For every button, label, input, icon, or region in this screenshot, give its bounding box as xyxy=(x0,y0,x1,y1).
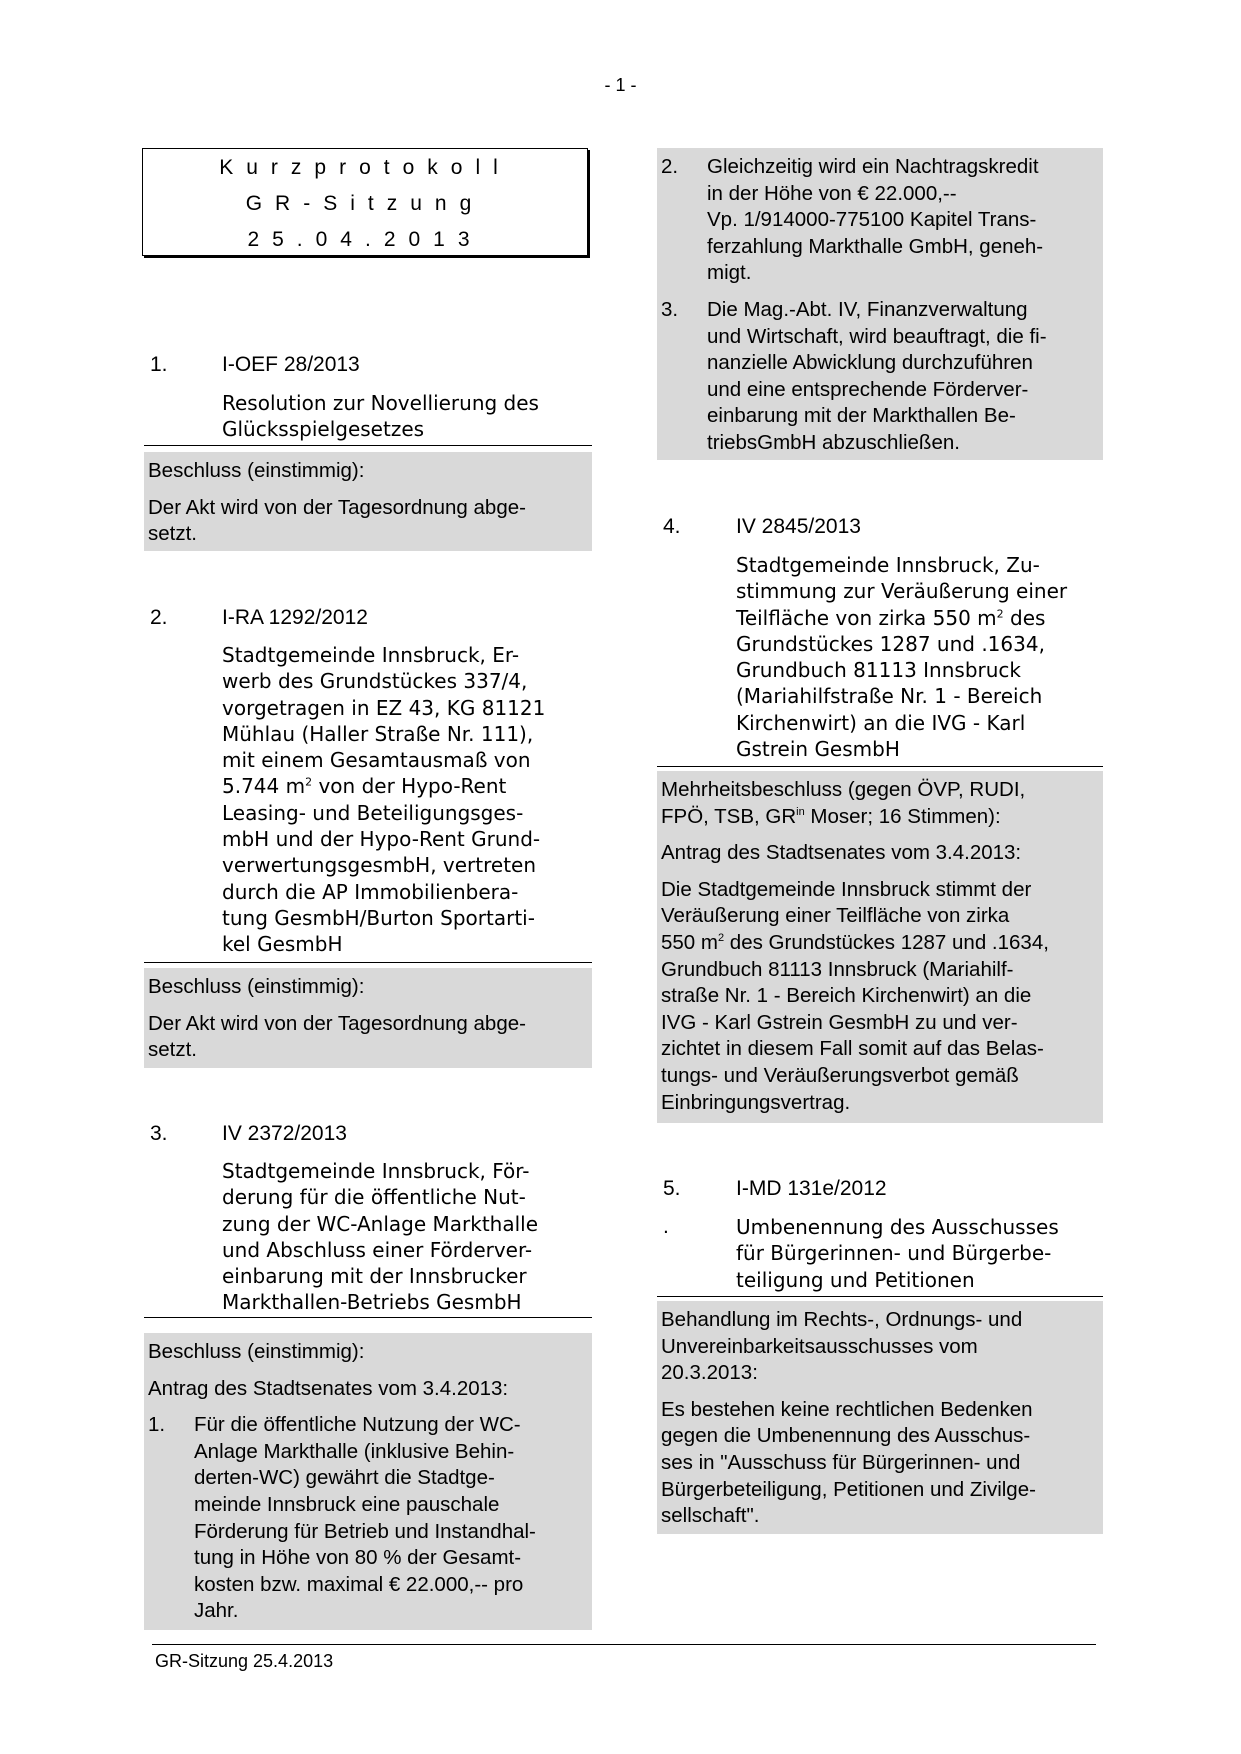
item-4-decision-text-sup: 2 xyxy=(717,932,725,945)
item-2-decision-label: Beschluss (einstimmig): xyxy=(148,975,365,998)
item-4-decision-text-a: Die Stadtgemeinde Innsbruck stimmt der Veräußerung einer Teilfläche von zirka 550 m xyxy=(661,877,1032,954)
item-5-treatment: Behandlung im Rechts-, Ordnungs- und Unvereinbarkeitsausschusses vom 20.3.2013: xyxy=(661,1308,1023,1385)
footer-divider xyxy=(152,1644,1096,1645)
item-5-code: I-MD 131e/2012 xyxy=(736,1177,887,1200)
item-5-separator xyxy=(657,1296,1103,1297)
item-4-decision-text xyxy=(661,877,1099,1116)
item-1-decision-text: Der Akt wird von der Tagesordnung abge- setzt. xyxy=(148,495,526,546)
title-line-3: 25.04.2013 xyxy=(247,228,483,251)
item-3-decision-box xyxy=(144,1333,592,1630)
item-3-point-2 xyxy=(661,154,1099,287)
item-4-subject xyxy=(736,552,1106,762)
item-3-subject: Stadtgemeinde Innsbruck, För- derung für die öffentliche Nut- zung der WC-Anlage Markthalle und Abschluss einer Förderver- einbarung mit der Innsbrucker Markthallen-Betriebs GesmbH xyxy=(222,1159,539,1315)
item-3-separator xyxy=(144,1317,592,1318)
item-3-point-3 xyxy=(661,297,1099,457)
item-3-decision-label: Beschluss (einstimmig): xyxy=(148,1340,365,1363)
item-4-decision-label xyxy=(661,777,1099,830)
item-4-decision-label-sup: in xyxy=(796,805,805,818)
item-2-subject-b: von der Hypo-Rent Leasing- und Beteiligungsges- mbH und der Hypo-Rent Grund- verwertungsgesmbH, vertreten durch die AP Immobilienbera- tung GesmbH/Burton Sportarti- kel GesmbH xyxy=(222,774,541,957)
item-5-dot: . xyxy=(663,1215,669,1238)
item-2-subject xyxy=(222,642,592,958)
item-3-point-2-text: Gleichzeitig wird ein Nachtragskredit in der Höhe von € 22.000,-- Vp. 1/914000-775100 Kapitel Trans- ferzahlung Markthalle GmbH, geneh- migt. xyxy=(707,155,1044,285)
item-3-point-1-number: 1. xyxy=(148,1413,166,1437)
item-4-subject-sup: 2 xyxy=(996,606,1004,620)
item-4-separator xyxy=(657,766,1103,767)
item-1-decision-box xyxy=(144,452,592,551)
item-3-continuation-box xyxy=(657,148,1103,460)
item-1-subject: Resolution zur Novellierung des Glücksspielgesetzes xyxy=(222,391,539,442)
footer-text: GR-Sitzung 25.4.2013 xyxy=(155,1651,334,1671)
item-2-decision-box xyxy=(144,968,592,1068)
item-4-subject-b: des Grundstückes 1287 und .1634, Grundbuch 81113 Innsbruck (Mariahilfstraße Nr. 1 - Bereich Kirchenwirt) an die IVG - Karl Gstrein GesmbH xyxy=(736,605,1046,762)
item-4-decision-label-b: Moser; 16 Stimmen): xyxy=(804,804,1001,828)
item-5-decision-box xyxy=(657,1301,1103,1534)
item-4-decision-box xyxy=(657,771,1103,1123)
item-3-point-1-text: Für die öffentliche Nutzung der WC- Anlage Markthalle (inklusive Behin- derten-WC) gewährt die Stadtge- meinde Innsbruck eine pauschale Förderung für Betrieb und Instandhal- tung in Höhe von 80 % der Gesamt- kosten bzw. maximal € 22.000,-- pro Jahr. xyxy=(194,1413,536,1623)
title-line-2: GR-Sitzung xyxy=(245,192,485,215)
item-2-number: 2. xyxy=(150,606,168,629)
item-4-decision-text-b: des Grundstückes 1287 und .1634, Grundbuch 81113 Innsbruck (Mariahilf- straße Nr. 1 - Bereich Kirchenwirt) an die IVG - Karl Gstrein GesmbH zu und ver- zichtet in diesem Fall somit auf das Belas- tungs- und Veräußerungsverbot gemäß Einbringungsvertrag. xyxy=(661,930,1049,1114)
item-1-separator xyxy=(144,445,592,446)
item-3-point-3-number: 3. xyxy=(661,297,679,321)
item-3-motion: Antrag des Stadtsenates vom 3.4.2013: xyxy=(148,1376,509,1400)
item-3-point-2-number: 2. xyxy=(661,155,679,178)
item-4-subject-a: Stadtgemeinde Innsbruck, Zu- stimmung zur Veräußerung einer Teilfläche von zirka 550 m xyxy=(736,553,1068,630)
item-2-code: I-RA 1292/2012 xyxy=(222,606,368,629)
item-4-decision-label-a: Mehrheitsbeschluss (gegen ÖVP, RUDI, FPÖ, TSB, GR xyxy=(661,778,1026,828)
item-2-subject-a: Stadtgemeinde Innsbruck, Er- werb des Grundstückes 337/4, vorgetragen in EZ 43, KG 81121 Mühlau (Haller Straße Nr. 111), mit einem Gesamtausmaß von 5.744 m xyxy=(222,643,546,799)
item-3-point-1 xyxy=(148,1412,588,1625)
item-4-number: 4. xyxy=(663,515,681,538)
item-2-separator xyxy=(144,962,592,963)
item-4-motion: Antrag des Stadtsenates vom 3.4.2013: xyxy=(661,841,1022,865)
item-3-point-3-text: Die Mag.-Abt. IV, Finanzverwaltung und Wirtschaft, wird beauftragt, die fi- nanzielle Abwicklung durchzuführen und eine entsprechende Förderver- einbarung mit der Markthallen Be- triebsGmbH abzuschließen. xyxy=(707,297,1047,454)
item-5-decision-text: Es bestehen keine rechtlichen Bedenken gegen die Umbenennung des Ausschus- ses in "Ausschuss für Bürgerinnen- und Bürgerbeteiligung, Petitionen und Zivilge- sellschaft". xyxy=(661,1397,1036,1528)
item-1-decision-label: Beschluss (einstimmig): xyxy=(148,459,365,482)
item-5-subject: Umbenennung des Ausschusses für Bürgerinnen- und Bürgerbe- teiligung und Petitionen xyxy=(736,1215,1059,1292)
item-3-code: IV 2372/2013 xyxy=(222,1122,347,1145)
page-number: - 1 - xyxy=(604,75,637,95)
item-1-number: 1. xyxy=(150,353,168,376)
item-2-decision-text: Der Akt wird von der Tagesordnung abge- setzt. xyxy=(148,1011,526,1062)
item-3-number: 3. xyxy=(150,1122,168,1145)
title-line-1: Kurzprotokoll xyxy=(219,156,511,179)
item-5-number: 5. xyxy=(663,1177,681,1200)
item-1-code: I-OEF 28/2013 xyxy=(222,353,360,376)
item-2-subject-sup: 2 xyxy=(305,775,313,789)
title-box xyxy=(142,148,588,256)
item-4-code: IV 2845/2013 xyxy=(736,515,861,538)
